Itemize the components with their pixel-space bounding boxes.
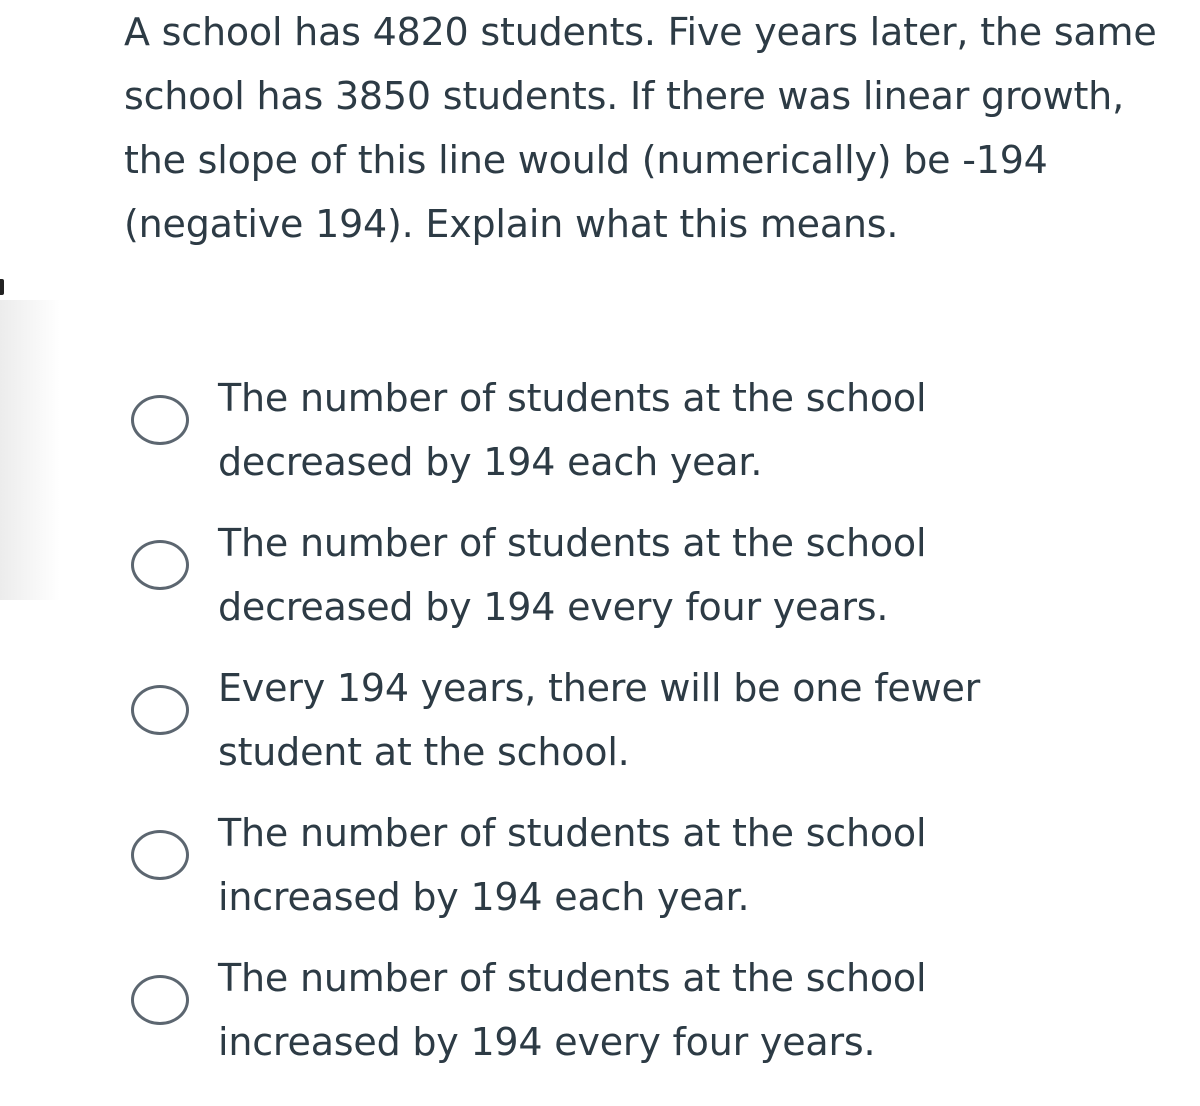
radio-button-icon[interactable] xyxy=(131,830,189,880)
radio-button-icon[interactable] xyxy=(131,975,189,1025)
answer-option-label[interactable]: The number of students at the school decreased by 194 each year. xyxy=(218,376,927,484)
answer-option-3[interactable] xyxy=(0,654,1200,799)
answer-option-2[interactable] xyxy=(0,509,1200,654)
radio-button-icon[interactable] xyxy=(131,540,189,590)
radio-button-icon[interactable] xyxy=(131,395,189,445)
question-text: A school has 4820 students. Five years later, the same school has 3850 students. If there was linear growth, the slope of this line would (numerically) be -194 (negative 194). Explain what this means. xyxy=(124,10,1157,246)
answer-options xyxy=(0,364,1200,1089)
answer-option-label[interactable]: The number of students at the school increased by 194 every four years. xyxy=(218,956,927,1064)
radio-button-icon[interactable] xyxy=(131,685,189,735)
page-edge-marker xyxy=(0,279,4,295)
answer-option-4[interactable] xyxy=(0,799,1200,944)
answer-option-label[interactable]: Every 194 years, there will be one fewer student at the school. xyxy=(218,666,981,774)
answer-option-label[interactable]: The number of students at the school increased by 194 each year. xyxy=(218,811,927,919)
answer-option-5[interactable] xyxy=(0,944,1200,1089)
answer-option-label[interactable]: The number of students at the school decreased by 194 every four years. xyxy=(218,521,927,629)
answer-option-1[interactable] xyxy=(0,364,1200,509)
